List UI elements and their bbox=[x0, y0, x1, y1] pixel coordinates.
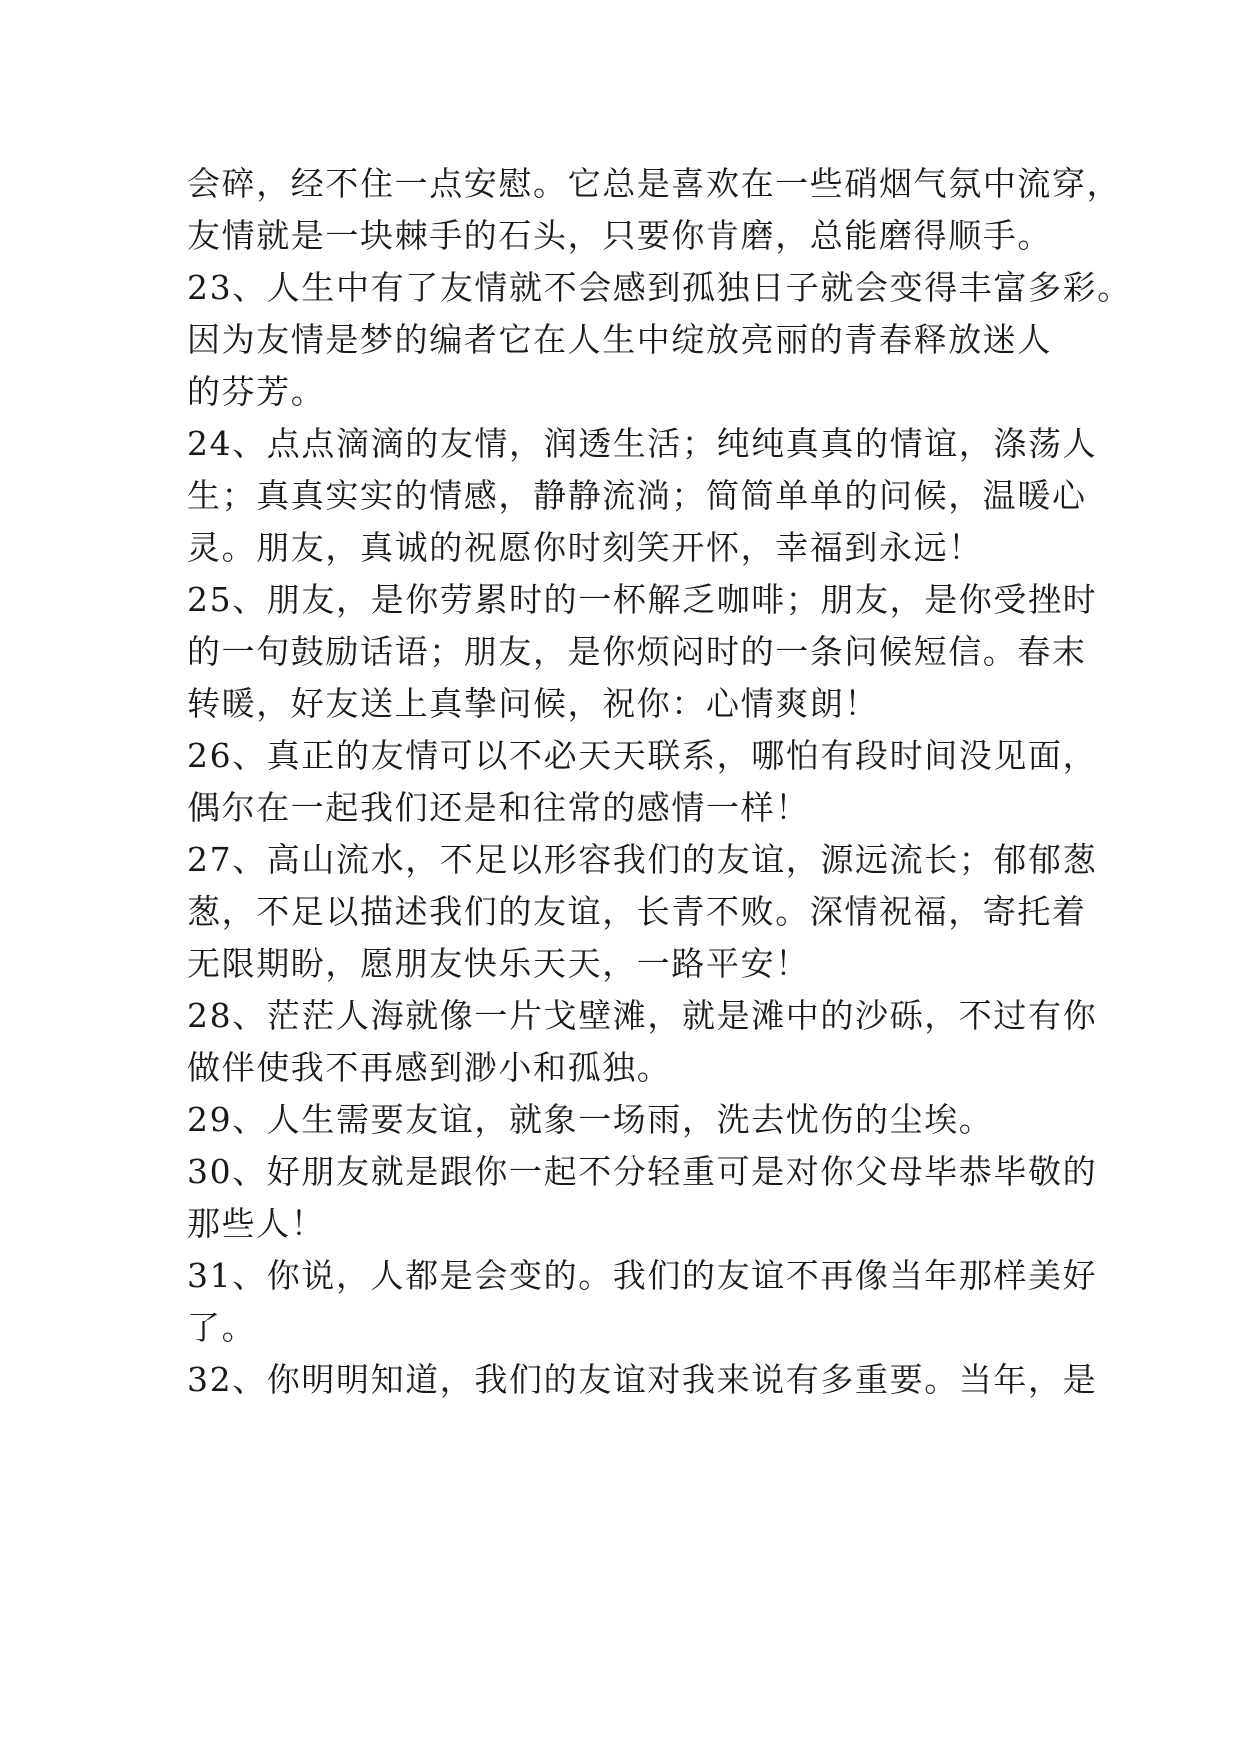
text-line: 因为友情是梦的编者它在人生中绽放亮丽的青春释放迷人 bbox=[187, 320, 1052, 359]
text-line: 做伴使我不再感到渺小和孤独。 bbox=[187, 1048, 672, 1087]
text-line: 32、你明明知道，我们的友谊对我来说有多重要。当年，是 bbox=[187, 1360, 1098, 1399]
text-line: 27、高山流水，不足以形容我们的友谊，源远流长；郁郁葱 bbox=[187, 840, 1098, 879]
text-line: 23、人生中有了友情就不会感到孤独日子就会变得丰富多彩。 bbox=[187, 268, 1132, 307]
text-line: 28、茫茫人海就像一片戈壁滩，就是滩中的沙砾，不过有你 bbox=[187, 996, 1098, 1035]
text-line: 26、真正的友情可以不必天天联系，哪怕有段时间没见面， bbox=[187, 736, 1098, 775]
document-body bbox=[187, 158, 1147, 1406]
text-line: 生；真真实实的情感，静静流淌；简简单单的问候，温暖心 bbox=[187, 476, 1087, 515]
text-line: 的芬芳。 bbox=[187, 372, 326, 411]
text-line: 29、人生需要友谊，就象一场雨，洗去忧伤的尘埃。 bbox=[187, 1100, 994, 1139]
text-line: 的一句鼓励话语；朋友，是你烦闷时的一条问候短信。春末 bbox=[187, 632, 1087, 671]
text-line: 24、点点滴滴的友情，润透生活；纯纯真真的情谊，涤荡人 bbox=[187, 424, 1098, 463]
text-line: 无限期盼，愿朋友快乐天天，一路平安！ bbox=[187, 944, 810, 983]
text-line: 转暖，好友送上真挚问候，祝你：心情爽朗！ bbox=[187, 684, 879, 723]
text-line: 友情就是一块棘手的石头，只要你肯磨，总能磨得顺手。 bbox=[187, 216, 1052, 255]
text-line: 31、你说，人都是会变的。我们的友谊不再像当年那样美好 bbox=[187, 1256, 1098, 1295]
text-line: 灵。朋友，真诚的祝愿你时刻笑开怀，幸福到永远！ bbox=[187, 528, 983, 567]
text-line: 了。 bbox=[187, 1308, 257, 1347]
text-line: 葱，不足以描述我们的友谊，长青不败。深情祝福，寄托着 bbox=[187, 892, 1087, 931]
text-line: 25、朋友，是你劳累时的一杯解乏咖啡；朋友，是你受挫时 bbox=[187, 580, 1098, 619]
text-line: 偶尔在一起我们还是和往常的感情一样！ bbox=[187, 788, 810, 827]
text-line: 30、好朋友就是跟你一起不分轻重可是对你父母毕恭毕敬的 bbox=[187, 1152, 1098, 1191]
text-line: 会碎，经不住一点安慰。它总是喜欢在一些硝烟气氛中流穿， bbox=[187, 164, 1122, 203]
text-line: 那些人！ bbox=[187, 1204, 326, 1243]
